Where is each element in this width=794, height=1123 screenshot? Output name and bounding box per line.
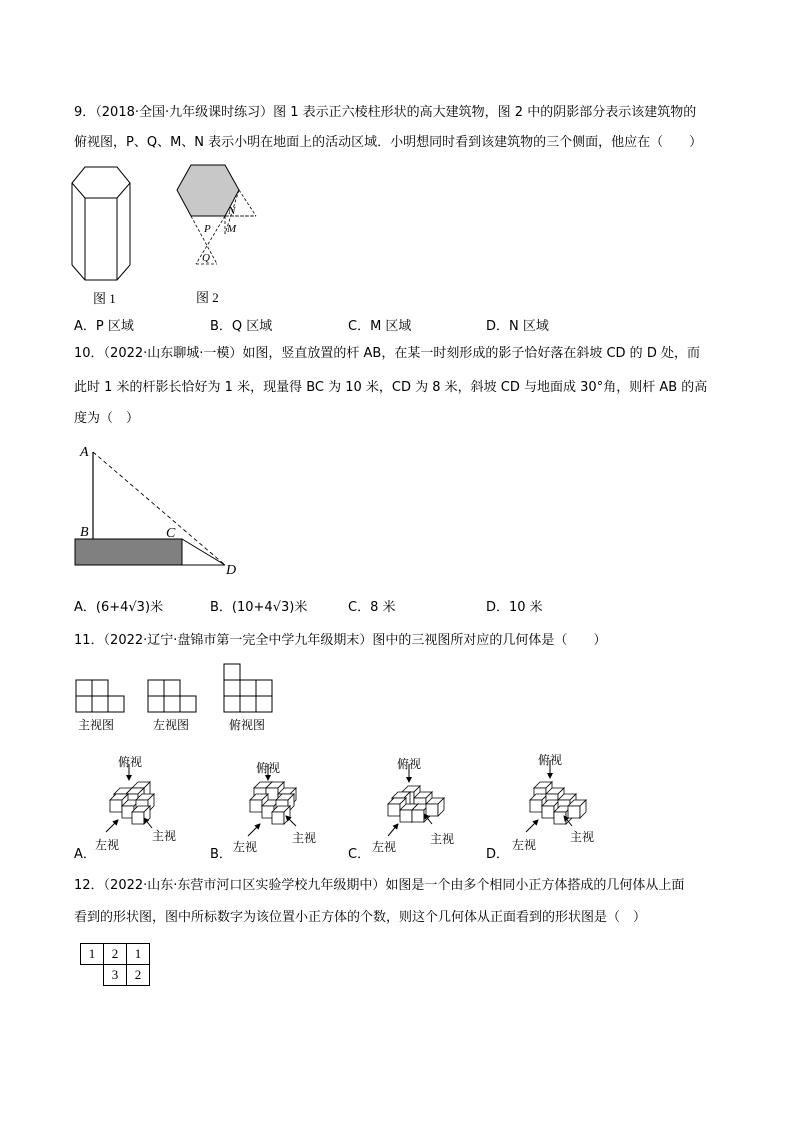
solid-b-top-label: 俯视 (256, 761, 281, 775)
label-p: P (204, 223, 211, 235)
grid-empty-cell (81, 965, 104, 986)
top-view-caption: 俯视图 (229, 718, 266, 732)
point-d: D (226, 563, 237, 578)
q10-option-d[interactable]: D．10 米 (486, 600, 543, 615)
solid-a-top-label: 俯视 (118, 755, 143, 769)
q11-stem-line1: 11．（2022·辽宁·盘锦市第一完全中学九年级期末）图中的三视图所对应的几何体是（ ） (74, 633, 607, 648)
q9-option-c[interactable]: C．M 区域 (348, 319, 412, 334)
grid-cell: 3 (104, 965, 127, 986)
grid-cell: 2 (127, 965, 150, 986)
grid-cell: 1 (127, 944, 150, 965)
point-a: A (80, 445, 89, 460)
fig2-caption: 图 2 (196, 290, 219, 305)
q10-option-a[interactable]: A．(6+4√3)米 (74, 600, 164, 615)
q9-stem-line1: 9．（2018·全国·九年级课时练习）图 1 表示正六棱柱形状的高大建筑物，图 2 中的阴影部分表示该建筑物的 (74, 105, 697, 120)
grid-cell: 1 (81, 944, 104, 965)
q10-option-b[interactable]: B．(10+4√3)米 (210, 600, 308, 615)
q9-option-a[interactable]: A．P 区域 (74, 319, 134, 334)
q10-stem-line2: 此时 1 米的杆影长恰好为 1 米，现量得 BC 为 10 米，CD 为 8 米，斜坡 CD 与地面成 30°角，则杆 AB 的高 (74, 380, 708, 395)
q12-stem-line1: 12．（2022·山东·东营市河口区实验学校九年级期中）如图是一个由多个相同小正方体搭成的几何体从上面 (74, 878, 685, 893)
solid-a-left-label: 左视 (95, 838, 120, 852)
solid-b-left-label: 左视 (233, 840, 258, 854)
q10-option-c[interactable]: C．8 米 (348, 600, 396, 615)
q11-option-c[interactable]: C． (348, 847, 371, 862)
solid-c-top-label: 俯视 (397, 757, 422, 771)
pole-shadow-figure (70, 440, 250, 578)
point-c: C (166, 526, 176, 541)
q11-option-d[interactable]: D． (486, 847, 510, 862)
hex-prism-figure (68, 165, 134, 285)
q9-stem-line2: 俯视图，P、Q、M、N 表示小明在地面上的活动区域．小明想同时看到该建筑物的三个侧面，他应在（ ） (74, 135, 703, 150)
label-q: Q (202, 252, 210, 264)
q10-stem-line3: 度为（ ） (74, 411, 140, 426)
solid-c-front-label: 主视 (430, 832, 455, 846)
point-b: B (80, 525, 89, 540)
top-view-regions-figure (172, 162, 260, 270)
q12-stem-line2: 看到的形状图，图中所标数字为该位置小正方体的个数，则这个几何体从正面看到的形状图是（ ） (74, 910, 647, 925)
q11-option-b[interactable]: B． (210, 847, 232, 862)
top-view-count-grid (80, 943, 150, 986)
solid-d-front-label: 主视 (570, 830, 595, 844)
solid-d-left-label: 左视 (512, 838, 537, 852)
three-views-figure (74, 660, 284, 715)
q9-option-d[interactable]: D．N 区域 (486, 319, 549, 334)
front-view-caption: 主视图 (78, 718, 115, 732)
label-m: M (227, 223, 237, 235)
solid-b-front-label: 主视 (292, 831, 317, 845)
grid-cell: 2 (104, 944, 127, 965)
q10-stem-line1: 10．（2022·山东聊城·一模）如图，竖直放置的杆 AB，在某一时刻形成的影子恰好落在斜坡 CD 的 D 处，而 (74, 346, 700, 361)
left-view-caption: 左视图 (153, 718, 190, 732)
label-n: N (228, 205, 236, 217)
fig1-caption: 图 1 (93, 291, 116, 306)
solid-d-top-label: 俯视 (538, 753, 563, 767)
q9-option-b[interactable]: B．Q 区域 (210, 319, 273, 334)
q11-option-a[interactable]: A． (74, 847, 96, 862)
solid-c-left-label: 左视 (372, 840, 397, 854)
solid-a-front-label: 主视 (152, 829, 177, 843)
